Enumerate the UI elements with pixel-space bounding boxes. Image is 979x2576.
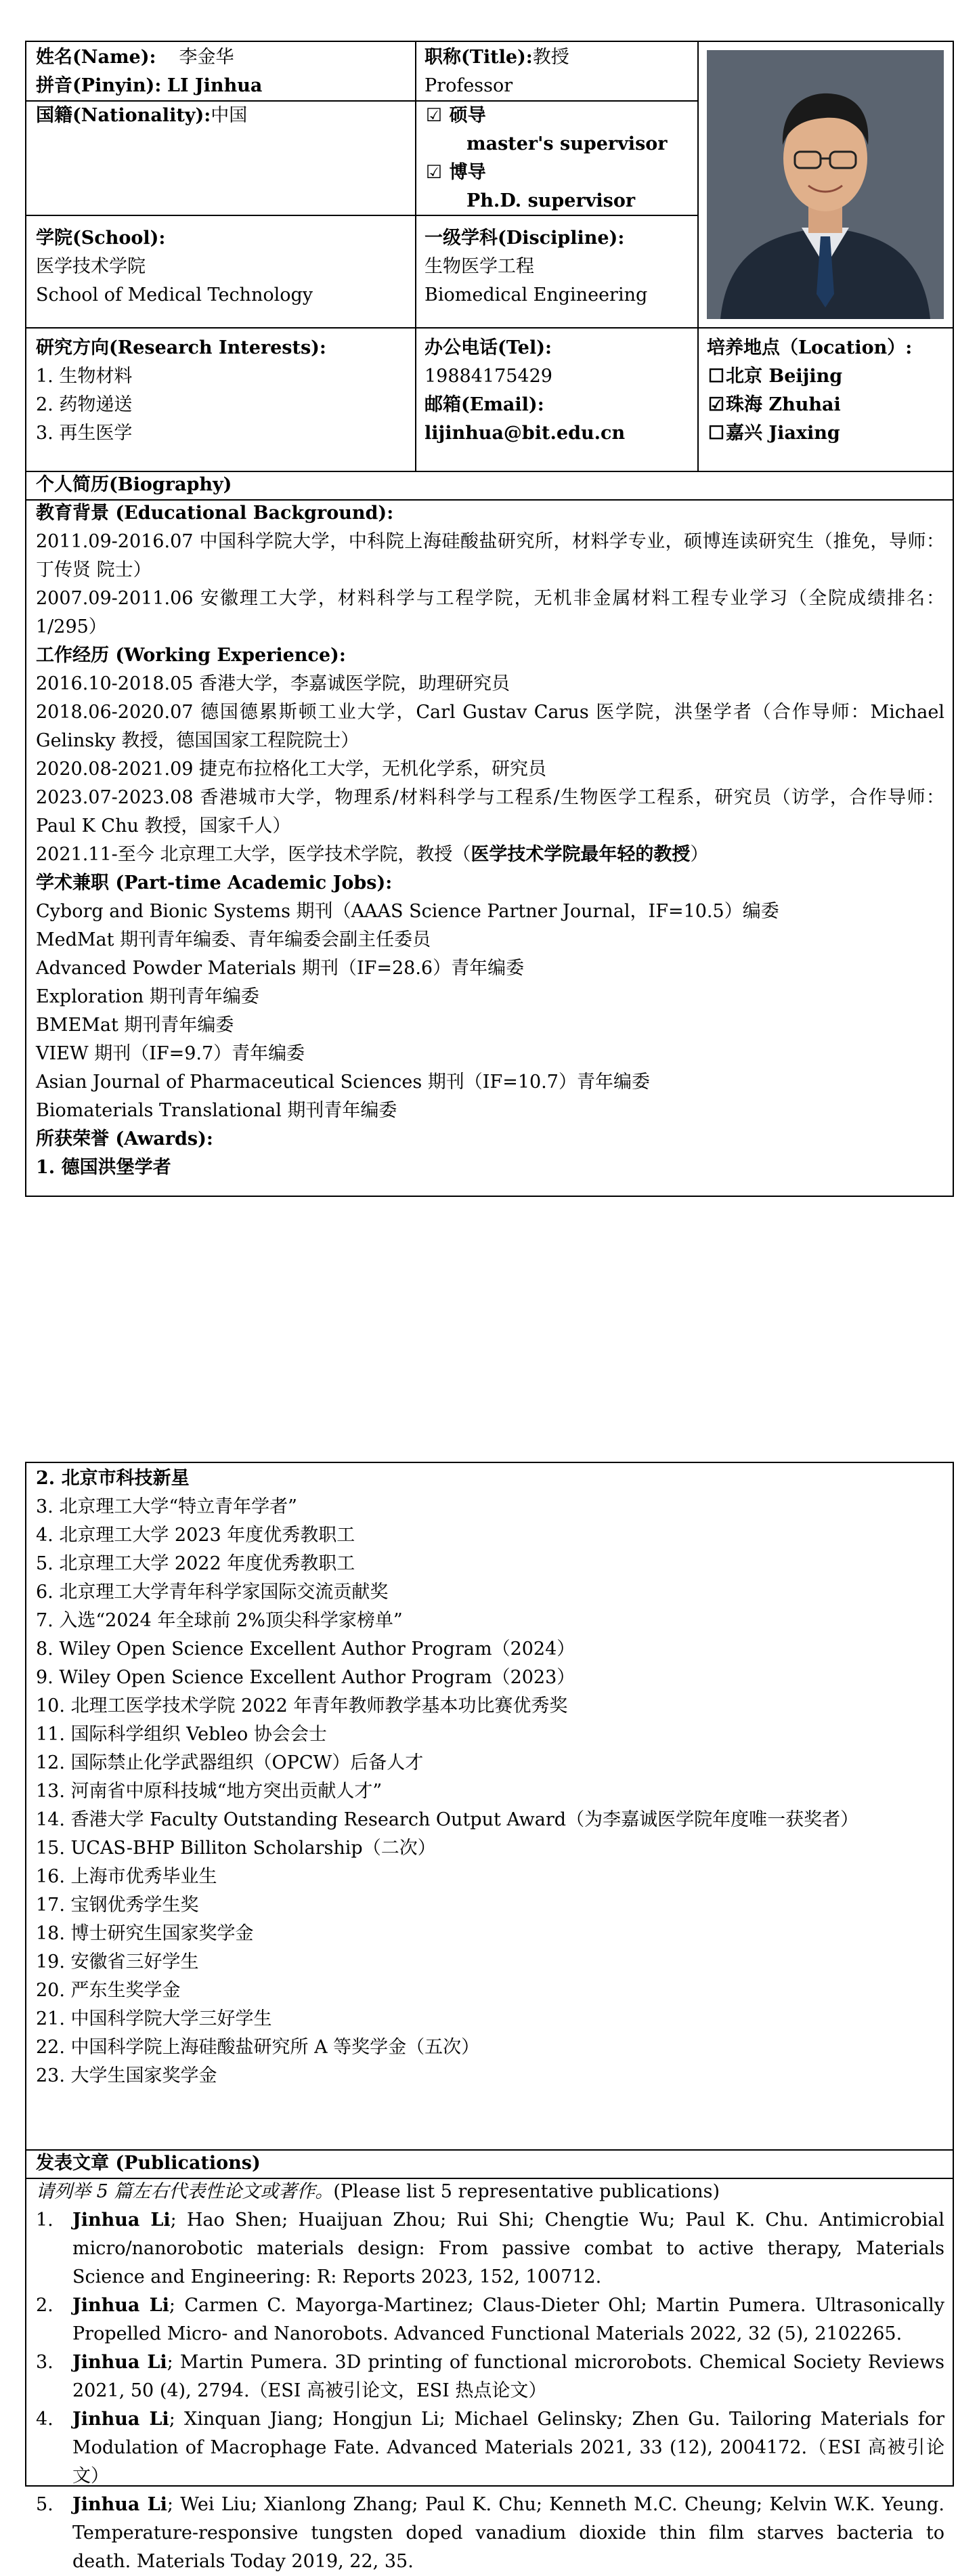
title-en: Professor: [425, 75, 513, 96]
award-item: 12. 国际禁止化学武器组织（OPCW）后备人才: [36, 1752, 424, 1773]
award-item: 5. 北京理工大学 2022 年度优秀教职工: [36, 1553, 355, 1574]
job-item: BMEMat 期刊青年编委: [36, 1015, 234, 1036]
award-item: 22. 中国科学院上海硅酸盐研究所 A 等奖学金（五次）: [36, 2037, 480, 2058]
supervisor-cn: 硕导: [449, 105, 486, 126]
award-item: 1. 德国洪堡学者: [36, 1157, 171, 1178]
work-current-text: 2021.11-至今 北京理工大学，医学技术学院，教授（: [36, 844, 471, 865]
award-item: 3. 北京理工大学“特立青年学者”: [36, 1496, 297, 1517]
award-item: 18. 博士研究生国家奖学金: [36, 1923, 254, 1944]
publication-text: ; Hao Shen; Huaijuan Zhou; Rui Shi; Chengtie Wu; Paul K. Chu. Antimicrobial micro/nanorobotic materials design: From passive combat to active therapy, Materials Science and Engineering: R: Reports 2023, 152, 100712.: [72, 2210, 944, 2287]
checkbox-icon: ☑: [425, 162, 443, 183]
job-item: Biomaterials Translational 期刊青年编委: [36, 1100, 397, 1121]
job-item: Asian Journal of Pharmaceutical Sciences 期刊（IF=10.7）青年编委: [36, 1072, 650, 1093]
publication-author: Jinhua Li: [72, 2352, 167, 2373]
award-item: 21. 中国科学院大学三好学生: [36, 2008, 272, 2029]
tel-label: 办公电话(Tel):: [425, 337, 552, 358]
award-item: 4. 北京理工大学 2023 年度优秀教职工: [36, 1525, 355, 1546]
discipline-cell: [415, 215, 697, 327]
supervisor-en: master's supervisor: [466, 133, 668, 154]
publication-item: [36, 2292, 944, 2348]
work-current-highlight: 医学技术学院最年轻的教授: [471, 844, 691, 865]
publication-item: [36, 2491, 944, 2576]
job-item: MedMat 期刊青年编委、青年编委会副主任委员: [36, 929, 431, 950]
contact-cell: [415, 327, 697, 471]
title-label: 职称(Title):: [425, 47, 533, 68]
publications-header: 发表文章 (Publications): [36, 2153, 261, 2174]
edu-item: 2007.09-2011.06 安徽理工大学，材料科学与工程学院，无机非金属材料工程专业学习（全院成绩排名：1/295）: [36, 588, 944, 637]
award-item: 23. 大学生国家奖学金: [36, 2065, 217, 2086]
award-item: 14. 香港大学 Faculty Outstanding Research Output Award（为李嘉诚医学院年度唯一获奖者）: [36, 1809, 859, 1830]
award-item: 9. Wiley Open Science Excellent Author Program（2023）: [36, 1667, 575, 1688]
school-cell: [26, 215, 415, 327]
award-item: 7. 入选“2024 年全球前 2%顶尖科学家榜单”: [36, 1610, 403, 1631]
award-item: 19. 安徽省三好学生: [36, 1951, 199, 1972]
job-item: Exploration 期刊青年编委: [36, 986, 259, 1007]
pinyin-label: 拼音(Pinyin):: [36, 75, 162, 96]
profile-photo: [707, 50, 944, 319]
award-item: 8. Wiley Open Science Excellent Author Program（2024）: [36, 1639, 575, 1660]
publication-number: 2.: [36, 2295, 53, 2316]
publications-instruction-cn: 请列举 5 篇左右代表性论文或著作。: [36, 2181, 334, 2202]
discipline-en: Biomedical Engineering: [425, 284, 648, 305]
checkbox-icon: ☑: [708, 394, 725, 415]
award-item: 13. 河南省中原科技城“地方突出贡献人才”: [36, 1781, 383, 1802]
nationality-value: 中国: [211, 105, 248, 126]
checkbox-icon: ☐: [708, 423, 725, 444]
name-value: 李金华: [179, 47, 234, 68]
publication-author: Jinhua Li: [72, 2494, 167, 2515]
title-cell: [415, 42, 697, 100]
discipline-cn: 生物医学工程: [425, 256, 534, 277]
publication-text: ; Martin Pumera. 3D printing of functional microrobots. Chemical Society Reviews 2021, 50 (4), 2794.（ESI 高被引论文，ESI 热点论文）: [72, 2352, 944, 2401]
nationality-cell: [26, 100, 415, 215]
work-item: 2016.10-2018.05 香港大学，李嘉诚医学院，助理研究员: [36, 673, 510, 694]
job-item: VIEW 期刊（IF=9.7）青年编委: [36, 1043, 305, 1064]
publication-item: [36, 2206, 944, 2292]
school-cn: 医学技术学院: [36, 256, 146, 277]
location-cell: [697, 327, 954, 471]
supervisor-cell: [415, 100, 697, 215]
edu-heading: 教育背景 (Educational Background):: [36, 503, 394, 524]
name-label: 姓名(Name):: [36, 47, 156, 68]
tel-value: 19884175429: [425, 366, 552, 387]
award-item: 11. 国际科学组织 Vebleo 协会会士: [36, 1724, 327, 1745]
publication-author: Jinhua Li: [72, 2295, 169, 2316]
work-item: 2018.06-2020.07 德国德累斯顿工业大学，Carl Gustav Carus 医学院，洪堡学者（合作导师：Michael Gelinsky 教授，德国国家工程院院士）: [36, 702, 944, 751]
school-label: 学院(School):: [36, 228, 166, 249]
school-en: School of Medical Technology: [36, 284, 313, 305]
location-item: 珠海 Zhuhai: [726, 394, 841, 415]
research-item: 2. 药物递送: [36, 394, 133, 415]
award-item: 6. 北京理工大学青年科学家国际交流贡献奖: [36, 1582, 389, 1603]
location-item: 嘉兴 Jiaxing: [726, 423, 840, 444]
research-item: 1. 生物材料: [36, 366, 133, 387]
publication-text: ; Carmen C. Mayorga-Martinez; Claus-Dieter Ohl; Martin Pumera. Ultrasonically Propelled Micro- and Nanorobots. Advanced Functional Materials 2022, 32 (5), 2102265.: [72, 2295, 944, 2344]
biography-body: [26, 499, 954, 1197]
award-item: 2. 北京市科技新星: [36, 1468, 190, 1489]
research-cell: [26, 327, 415, 471]
publication-item: [36, 2405, 944, 2491]
awards-heading: 所获荣誉 (Awards):: [36, 1128, 213, 1149]
research-label: 研究方向(Research Interests):: [36, 337, 326, 358]
work-item: 2023.07-2023.08 香港城市大学，物理系/材料科学与工程系/生物医学工程系，研究员（访学，合作导师：Paul K Chu 教授，国家千人）: [36, 787, 944, 837]
profile-form-page-1: [25, 41, 954, 1197]
award-item: 15. UCAS-BHP Billiton Scholarship（二次）: [36, 1838, 436, 1859]
email-value: lijinhua@bit.edu.cn: [425, 423, 626, 444]
location-item: 北京 Beijing: [726, 366, 843, 387]
award-item: 20. 严东生奖学金: [36, 1980, 181, 2001]
research-item: 3. 再生医学: [36, 423, 133, 444]
checkbox-icon: ☐: [708, 366, 725, 387]
award-item: 10. 北理工医学技术学院 2022 年青年教师教学基本功比赛优秀奖: [36, 1695, 568, 1716]
work-current-end: ）: [690, 844, 709, 865]
publication-number: 4.: [36, 2409, 53, 2430]
jobs-heading: 学术兼职 (Part-time Academic Jobs):: [36, 872, 393, 893]
checkbox-icon: ☑: [425, 105, 443, 126]
profile-form-page-2: [25, 1462, 954, 2572]
publication-number: 3.: [36, 2352, 53, 2373]
edu-item: 2011.09-2016.07 中国科学院大学，中科院上海硅酸盐研究所，材料学专业，硕博连读研究生（推免，导师：丁传贤 院士）: [36, 531, 944, 580]
publication-author: Jinhua Li: [72, 2409, 169, 2430]
work-item: 2020.08-2021.09 捷克布拉格化工大学，无机化学系，研究员: [36, 759, 547, 780]
award-item: 17. 宝钢优秀学生奖: [36, 1895, 199, 1916]
awards-list: [26, 1463, 954, 2149]
publications-instruction-en: (Please list 5 representative publications): [333, 2181, 720, 2202]
portrait-image: [707, 50, 944, 319]
nationality-label: 国籍(Nationality):: [36, 105, 211, 126]
name-cell: [26, 42, 415, 100]
supervisor-cn: 博导: [449, 162, 486, 183]
award-item: 16. 上海市优秀毕业生: [36, 1866, 217, 1887]
location-label: 培养地点（Location）:: [707, 337, 913, 358]
publication-text: ; Xinquan Jiang; Hongjun Li; Michael Gelinsky; Zhen Gu. Tailoring Materials for Modulation of Macrophage Fate. Advanced Materials 2021, 33 (12), 2004172.（ESI 高被引论文）: [72, 2409, 944, 2487]
publication-author: Jinhua Li: [72, 2210, 171, 2231]
work-heading: 工作经历 (Working Experience):: [36, 645, 346, 666]
publications-body: [26, 2178, 954, 2572]
email-label: 邮箱(Email):: [425, 394, 544, 415]
publication-number: 5.: [36, 2494, 53, 2515]
publication-text: ; Wei Liu; Xianlong Zhang; Paul K. Chu; Kenneth M.C. Cheung; Kelvin W.K. Yeung. Temperature-responsive tungsten doped vanadium dioxide thin film starves bacteria to death. Materials Today 2019, 22, 35.: [72, 2494, 945, 2572]
title-value: 教授: [532, 47, 569, 68]
job-item: Cyborg and Bionic Systems 期刊（AAAS Science Partner Journal，IF=10.5）编委: [36, 901, 779, 922]
job-item: Advanced Powder Materials 期刊（IF=28.6）青年编委: [36, 958, 525, 979]
publication-item: [36, 2348, 944, 2405]
work-item-current: [36, 841, 944, 869]
biography-header: 个人简历(Biography): [36, 474, 232, 495]
pinyin-value: LI Jinhua: [167, 75, 263, 96]
discipline-label: 一级学科(Discipline):: [425, 228, 625, 249]
publication-number: 1.: [36, 2210, 53, 2231]
supervisor-en: Ph.D. supervisor: [466, 190, 636, 211]
